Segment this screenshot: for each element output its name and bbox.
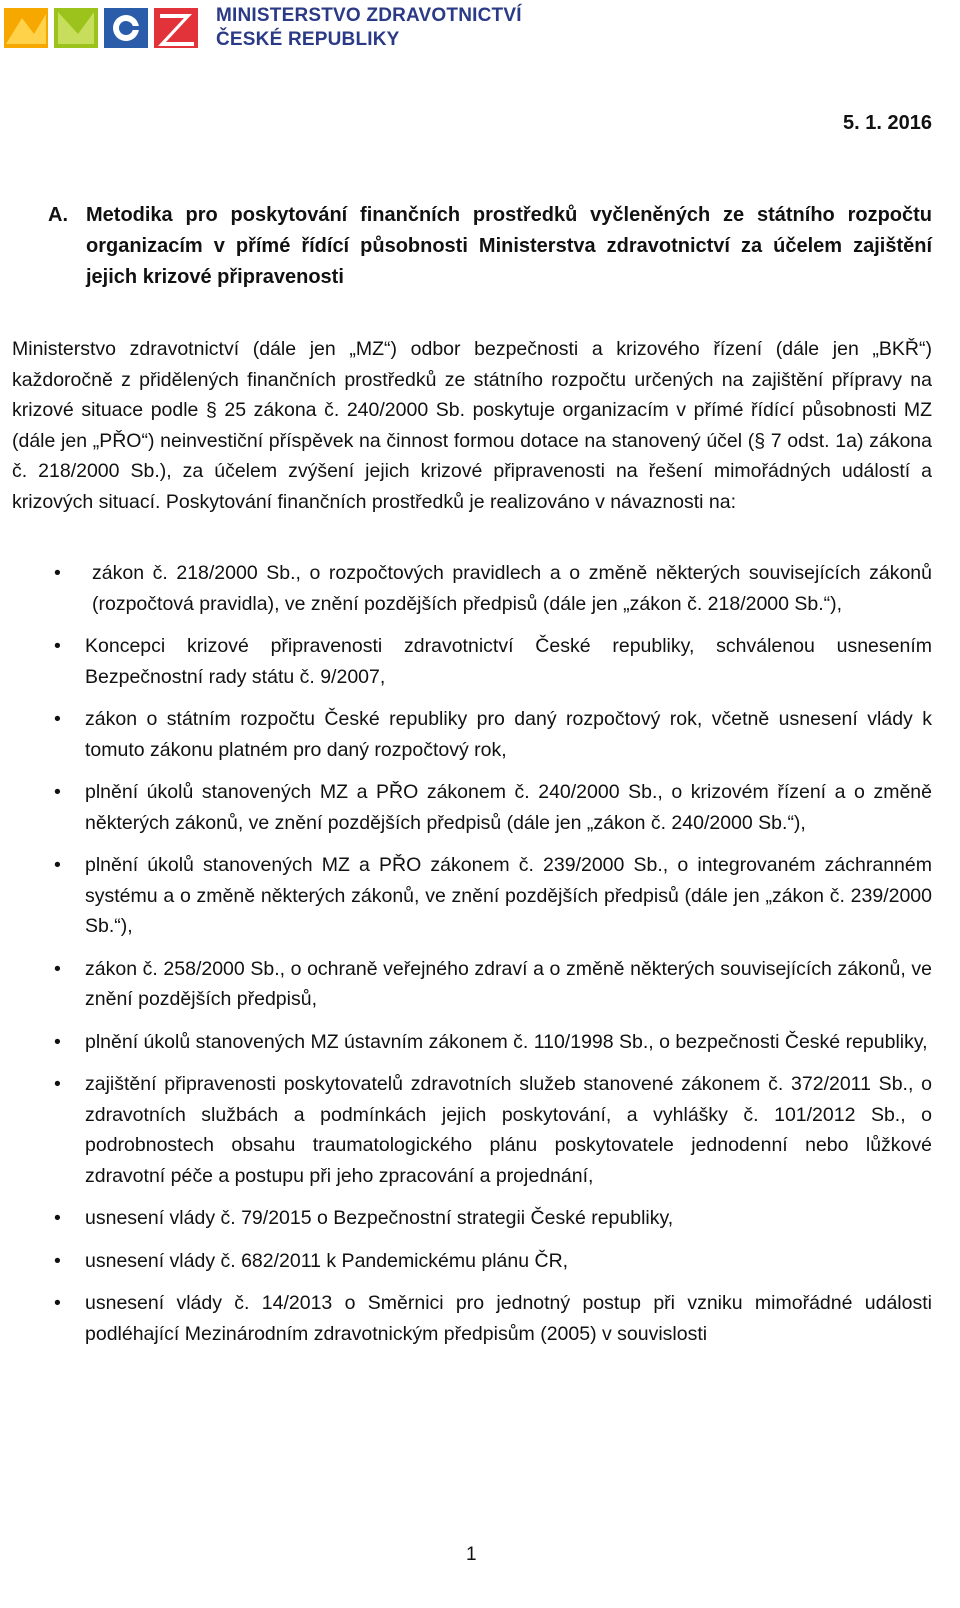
bullet-icon: • <box>54 1292 61 1314</box>
bullet-icon: • <box>54 781 61 803</box>
list-item <box>12 1203 932 1234</box>
list-item-text: plnění úkolů stanovených MZ ústavním zákonem č. 110/1998 Sb., o bezpečnosti České republiky, <box>85 1030 928 1053</box>
list-item <box>12 631 932 692</box>
list-item-text: usnesení vlády č. 79/2015 o Bezpečnostní strategii České republiky, <box>85 1207 674 1229</box>
bullet-icon: • <box>54 562 61 584</box>
list-item <box>12 954 932 1015</box>
list-item-text: zákon č. 218/2000 Sb., o rozpočtových pravidlech a o změně některých souvisejících zákonů (rozpočtová pravidla), ve znění pozdějších předpisů (dále jen „zákon č. 218/2000 Sb.“), <box>92 562 932 615</box>
bullet-icon: • <box>54 635 61 657</box>
intro-paragraph: Ministerstvo zdravotnictví (dále jen „MZ“) odbor bezpečnosti a krizového řízení (dále jen „BKŘ“) každoročně z přidělených finančních prostředků ze státního rozpočtu určených na zajištění přípravy na krizové situace podle § 25 zákona č. 240/2000 Sb. poskytuje organizacím v přímé řídící působnosti MZ (dále jen „PŘO“) neinvestiční příspěvek na činnost formou dotace na stanovený účel (§ 7 odst. 1a) zákona č. 218/2000 Sb.), za účelem zvýšení jejich krizové připravenosti na řešení mimořádných událostí a krizových situací. Poskytování finančních prostředků je realizováno v návaznosti na: <box>12 338 932 513</box>
list-item-text: zajištění připravenosti poskytovatelů zdravotních služeb stanovené zákonem č. 372/2011 Sb., o zdravotních službách a podmínkách jejich poskytování, a vyhlášky č. 101/2012 Sb., o podrobnostech obsahu traumatologického plánu poskytovatele jednodenní nebo lůžkové zdravotní péče a postupu při jeho zpracování a projednání, <box>85 1073 932 1187</box>
page-number: 1 <box>466 1544 477 1565</box>
list-item <box>12 1069 932 1191</box>
section-heading <box>48 200 932 293</box>
bullet-icon: • <box>54 708 61 730</box>
page-header <box>0 0 960 64</box>
ministry-logo-icon <box>4 4 204 52</box>
list-item <box>12 850 932 942</box>
list-item-text: plnění úkolů stanovených MZ a PŘO zákonem č. 239/2000 Sb., o integrovaném záchranném systému a o změně některých zákonů, ve znění pozdějších předpisů (dále jen „zákon č. 239/2000 Sb.“), <box>85 854 932 937</box>
list-item <box>12 777 932 838</box>
bullet-icon: • <box>54 1073 61 1095</box>
list-item-text: usnesení vlády č. 14/2013 o Směrnici pro jednotný postup při vzniku mimořádné události podléhající Mezinárodním zdravotnickým předpisům (2005) v souvislosti <box>85 1292 932 1345</box>
bullet-icon: • <box>54 1030 61 1053</box>
list-item-text: zákon č. 258/2000 Sb., o ochraně veřejného zdraví a o změně některých souvisejících zákonů, ve znění pozdějších předpisů, <box>85 957 932 1010</box>
list-item-text: Koncepci krizové připravenosti zdravotnictví České republiky, schválenou usnesením Bezpečnostní rady státu č. 9/2007, <box>85 635 932 688</box>
bullet-icon: • <box>54 957 61 980</box>
list-item <box>12 1246 932 1277</box>
ministry-name <box>216 4 522 52</box>
list-item-text: usnesení vlády č. 682/2011 k Pandemickému plánu ČR, <box>85 1249 569 1272</box>
section-marker: A. <box>48 204 68 226</box>
list-item <box>12 558 932 619</box>
bullet-icon: • <box>54 1249 61 1272</box>
list-item-text: zákon o státním rozpočtu České republiky pro daný rozpočtový rok, včetně usnesení vlády k tomuto zákonu platném pro daný rozpočtový rok, <box>85 708 932 761</box>
section-title: Metodika pro poskytování finančních prostředků vyčleněných ze státního rozpočtu organizacím v přímé řídící působnosti Ministerstva zdravotnictví za účelem zajištění jejich krizové připravenosti <box>86 204 932 288</box>
bullet-icon: • <box>54 854 61 876</box>
document-date: 5. 1. 2016 <box>843 112 932 134</box>
legal-basis-list <box>12 558 932 1361</box>
list-item <box>12 704 932 765</box>
list-item <box>12 1027 932 1058</box>
list-item <box>12 1288 932 1349</box>
list-item-text: plnění úkolů stanovených MZ a PŘO zákonem č. 240/2000 Sb., o krizovém řízení a o změně některých zákonů, ve znění pozdějších předpisů (dále jen „zákon č. 240/2000 Sb.“), <box>85 781 932 834</box>
ministry-name-line1: MINISTERSTVO ZDRAVOTNICTVÍ <box>216 5 522 26</box>
bullet-icon: • <box>54 1207 61 1229</box>
ministry-name-line2: ČESKÉ REPUBLIKY <box>216 29 400 50</box>
